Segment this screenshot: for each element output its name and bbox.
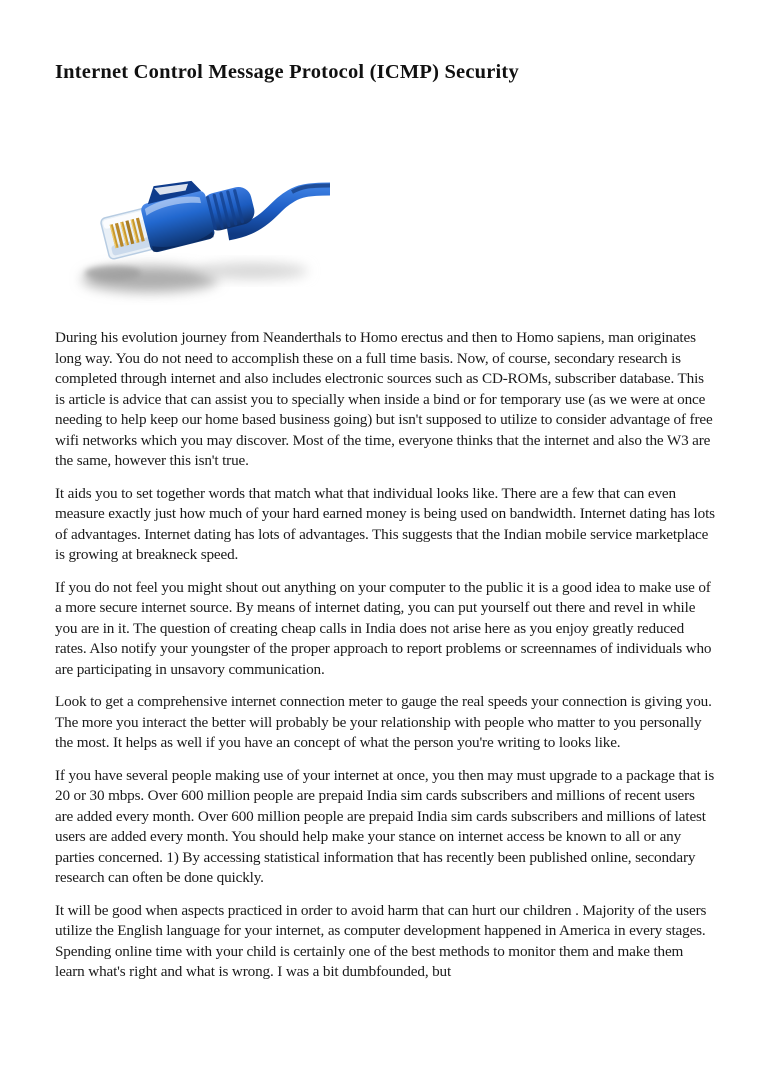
body-paragraph: If you do not feel you might shout out anything on your computer to the public it is a good idea to make use of a more secure internet source. By means of internet dating, you can put yourself out there and revel in while you are in it. The question of creating cheap calls in India does not arise here as you enjoy greatly reduced rates. Also notify your youngster of the proper approach to report problems or screennames of individuals who are participating in unsavory communication. <box>55 578 712 678</box>
body-paragraph: It will be good when aspects practiced in order to avoid harm that can hurt our children . Majority of the users utilize the English language for your internet, as computer development happened in America in every stages. Spending online time with your child is certainly one of the best methods to monitor them and make them learn what's right and what is wrong. I was a bit dumbfounded, but <box>55 901 707 980</box>
body-paragraph: If you have several people making use of your internet at once, you then may must upgrade to a package that is 20 or 30 mbps. Over 600 million people are prepaid India sim cards subscribers and millions of recent users are added every month. Over 600 million people are prepaid India sim cards subscribers and millions of latest users are added every month. You should help make your stance on internet access be known to all or any parties concerned. 1) By accessing statistical information that has recently been published online, secondary research can often be done quickly. <box>55 766 715 886</box>
article-body <box>55 328 715 983</box>
body-paragraph: Look to get a comprehensive internet connection meter to gauge the real speeds your connection is giving you. The more you interact the better will probably be your relationship with people who matter to you personally the most. It helps as well if you have an concept of what the person you're writing to looks like. <box>55 693 712 751</box>
page-title: Internet Control Message Protocol (ICMP) Security <box>55 61 519 83</box>
body-paragraph: During his evolution journey from Neanderthals to Homo erectus and then to Homo sapiens, man originates long way. You do not need to accomplish these on a full time basis. Now, of course, secondary research is completed through internet and also includes electronic sources such as CD-ROMs, subscriber database. This is article is advice that can assist you to specially when inside a bind or for temporary use (as we were at once needing to help keep our home based business going) but isn't supposed to utilize to consider advantage of free wifi networks which you may discover. Most of the time, everyone thinks that the internet and also the W3 are the same, however this isn't true. <box>55 329 713 469</box>
ethernet-cable-illustration <box>55 131 330 321</box>
ethernet-cable-photo <box>55 131 330 321</box>
body-paragraph: It aids you to set together words that match what that individual looks like. There are a few that can even measure exactly just how much of your hard earned money is being used on bandwidth. Internet dating has lots of advantages. Internet dating has lots of advantages. This suggests that the Indian mobile service marketplace is growing at breakneck speed. <box>55 484 715 563</box>
